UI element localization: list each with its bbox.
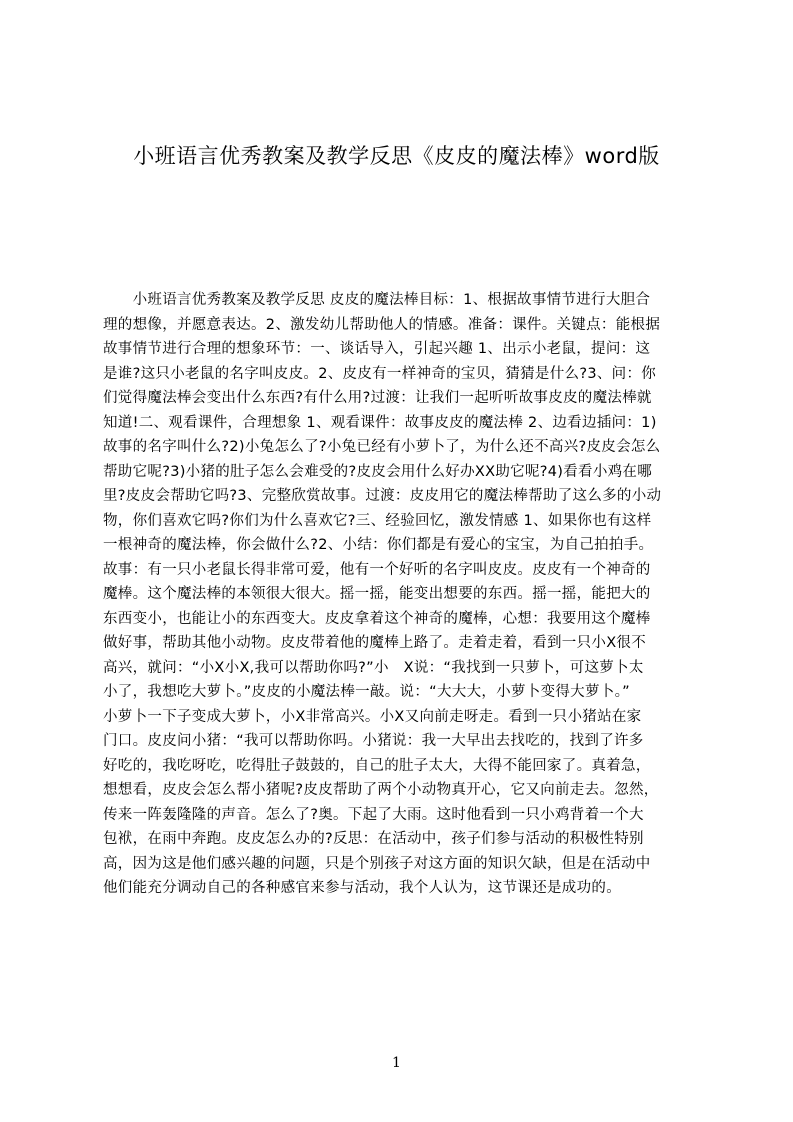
- body-line: 一根神奇的魔法棒，你会做什么?2、小结：你们都是有爱心的宝宝，为自己拍拍手。: [103, 537, 654, 553]
- body-line: 物，你们喜欢它吗?你们为什么喜欢它?三、经验回忆，激发情感 1、如果你也有这样: [103, 512, 652, 529]
- body-line: 做好事，帮助其他小动物。皮皮带着他的魔棒上路了。走着走着，看到一只小X很不: [103, 635, 647, 651]
- body-line: 是谁?这只小老鼠的名字叫皮皮。2、皮皮有一样神奇的宝贝，猜猜是什么?3、问：你: [103, 365, 657, 382]
- body-line: 故事的名字叫什么?2)小兔怎么了?小兔已经有小萝卜了，为什么还不高兴?皮皮会怎么: [103, 439, 661, 455]
- body-line: 东西变小，也能让小的东西变大。皮皮拿着这个神奇的魔棒，心想：我要用这个魔棒: [103, 610, 651, 627]
- body-line: 高，因为这是他们感兴趣的问题，只是个别孩子对这方面的知识欠缺，但是在活动中: [103, 855, 651, 872]
- body-line: 理的想像，并愿意表达。2、激发幼儿帮助他人的情感。准备：课件。关键点：能根据: [103, 316, 661, 333]
- body-line: 高兴，就问：“小X小X,我可以帮助你吗?”小 X说：“我找到一只萝卜，可这萝卜太: [103, 659, 644, 676]
- body-line: 好吃的，我吃呀吃，吃得肚子鼓鼓的，自己的肚子太大，大得不能回家了。真着急，: [103, 757, 651, 774]
- page-number: 1: [392, 1055, 401, 1071]
- body-line: 帮助它呢?3)小猪的肚子怎么会难受的?皮皮会用什么好办XX助它呢?4)看看小鸡在哪: [103, 463, 653, 480]
- body-line: 传来一阵轰隆隆的声音。怎么了?奥。下起了大雨。这时他看到一只小鸡背着一个大: [103, 806, 644, 823]
- body-line: 们觉得魔法棒会变出什么东西?有什么用?过渡：让我们一起听听故事皮皮的魔法棒就: [103, 390, 652, 406]
- body-line: 门口。皮皮问小猪：“我可以帮助你吗。小猪说：我一大早出去找吃的，找到了许多: [103, 733, 644, 749]
- document-title: 小班语言优秀教案及教学反思《皮皮的魔法棒》word版: [133, 144, 660, 168]
- body-line: 故事情节进行合理的想象环节：一、谈话导入，引起兴趣 1、出示小老鼠，提问：这: [103, 341, 651, 357]
- document-body: [103, 288, 699, 901]
- body-line: 他们能充分调动自己的各种感官来参与活动，我个人认为，这节课还是成功的。: [103, 880, 621, 896]
- body-line: 包袱，在雨中奔跑。皮皮怎么办的?反思：在活动中，孩子们参与活动的积极性特别: [103, 831, 644, 847]
- body-line: 魔棒。这个魔法棒的本领很大很大。摇一摇，能变出想要的东西。摇一摇，能把大的: [103, 586, 651, 602]
- body-line: 小班语言优秀教案及教学反思 皮皮的魔法棒目标：1、根据故事情节进行大胆合: [103, 292, 651, 308]
- body-line: 想想看，皮皮会怎么帮小猪呢?皮皮帮助了两个小动物真开心，它又向前走去。忽然，: [103, 782, 659, 798]
- body-line: 故事：有一只小老鼠长得非常可爱，他有一个好听的名字叫皮皮。皮皮有一个神奇的: [103, 561, 651, 578]
- body-line: 小了，我想吃大萝卜。”皮皮的小魔法棒一敲。说：“大大大，小萝卜变得大萝卜。”: [103, 684, 630, 700]
- body-line: 知道!二、观看课件，合理想象 1、观看课件：故事皮皮的魔法棒 2、边看边插问：1): [103, 414, 657, 431]
- body-line: 小萝卜一下子变成大萝卜，小X非常高兴。小X又向前走呀走。看到一只小猪站在家: [103, 708, 642, 725]
- body-line: 里?皮皮会帮助它吗?3、完整欣赏故事。过渡：皮皮用它的魔法棒帮助了这么多的小动: [103, 488, 662, 504]
